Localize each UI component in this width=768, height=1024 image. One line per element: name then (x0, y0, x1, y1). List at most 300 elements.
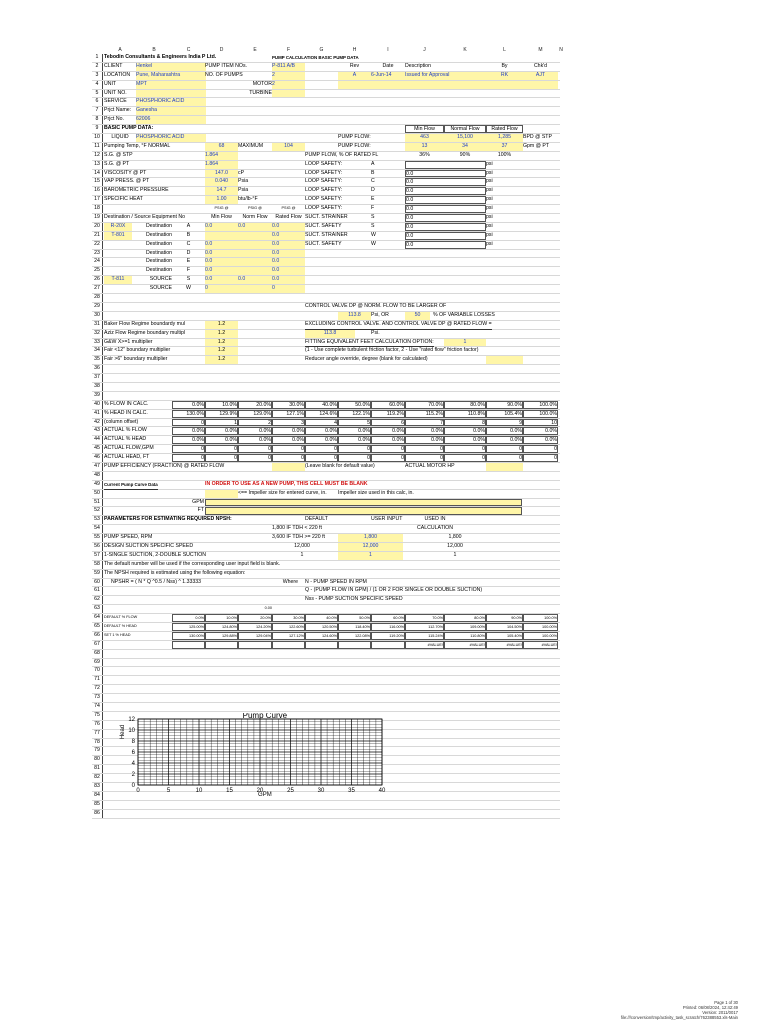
flow-table-cell[interactable]: 0 (272, 445, 305, 453)
default-row-cell[interactable] (205, 641, 238, 649)
default-row-cell[interactable]: 70.0% (405, 614, 444, 622)
flow-table-cell[interactable]: 0 (205, 445, 238, 453)
row-number[interactable]: 29 (92, 303, 103, 311)
loop-safety-value[interactable]: 0.0 (405, 178, 486, 186)
flow-table-cell[interactable]: 60.0% (371, 401, 405, 409)
desc-empty[interactable] (405, 81, 486, 89)
psig-rated-value[interactable]: 0 (272, 285, 305, 293)
multiplier-value[interactable]: 1.2 (205, 347, 238, 355)
default-row-cell[interactable]: 109.00% (444, 623, 486, 631)
pump-item-value[interactable]: P-811 A/B (272, 63, 305, 71)
desc-value[interactable]: Issued for Approval (405, 72, 486, 80)
flow-table-cell[interactable]: 8 (444, 419, 486, 427)
row-number[interactable]: 73 (92, 694, 103, 702)
column-letter[interactable]: K (463, 47, 467, 53)
row-number[interactable]: 43 (92, 427, 103, 435)
row-number[interactable]: 16 (92, 187, 103, 195)
loop-safety-value[interactable]: 0.0 (405, 187, 486, 195)
default-row-cell[interactable]: 10.0% (205, 614, 238, 622)
pt-normal-value[interactable]: 68 (205, 143, 238, 151)
default-row-cell[interactable]: 125.00% (172, 623, 205, 631)
default-row-cell[interactable] (305, 641, 338, 649)
destination-tag[interactable] (104, 285, 132, 293)
chkd-empty[interactable] (523, 81, 558, 89)
row-number[interactable]: 56 (92, 543, 103, 551)
psig-norm-value[interactable] (238, 250, 272, 258)
flow-table-cell[interactable]: 105.4% (486, 410, 523, 418)
default-row-cell[interactable]: 127.12% (272, 632, 305, 640)
flow-table-cell[interactable]: 0 (338, 445, 371, 453)
default-row-cell[interactable]: 115.24% (405, 632, 444, 640)
default-row-cell[interactable]: 119.20% (371, 632, 405, 640)
pt-max-value[interactable]: 104 (272, 143, 305, 151)
flow-table-cell[interactable]: 4 (305, 419, 338, 427)
loop-safety-value[interactable]: 0.0 (405, 170, 486, 178)
default-row-cell[interactable]: 129.04% (238, 632, 272, 640)
flow-table-cell[interactable]: 0.0% (338, 436, 371, 444)
row-number[interactable]: 13 (92, 161, 103, 169)
default-row-cell[interactable]: 50.0% (338, 614, 371, 622)
flow-table-cell[interactable]: 0.0% (172, 401, 205, 409)
destination-tag[interactable]: T-801 (104, 232, 132, 240)
control-psi-value[interactable]: 113.8 (338, 312, 371, 320)
row-number[interactable]: 85 (92, 801, 103, 809)
row-number[interactable]: 79 (92, 747, 103, 755)
service-value[interactable]: PHOSPHORIC ACID (136, 98, 206, 106)
flow-table-cell[interactable]: 6 (371, 419, 405, 427)
psig-rated-value[interactable]: 0.0 (272, 223, 305, 231)
multiplier-value[interactable]: 1.2 (205, 321, 238, 329)
efficiency-value[interactable] (272, 463, 305, 471)
flow-table-cell[interactable]: 0.0% (205, 427, 238, 435)
destination-tag[interactable] (104, 258, 132, 266)
row-number[interactable]: 72 (92, 685, 103, 693)
row-number[interactable]: 23 (92, 250, 103, 258)
row-number[interactable]: 81 (92, 765, 103, 773)
destination-tag[interactable] (104, 250, 132, 258)
row-number[interactable]: 78 (92, 739, 103, 747)
default-row-cell[interactable]: 100.00% (523, 623, 558, 631)
flow-table-cell[interactable]: 0.0% (272, 436, 305, 444)
flow-table-cell[interactable]: 0.0% (371, 427, 405, 435)
curve-ft-inputs[interactable] (205, 507, 522, 515)
flow-table-cell[interactable]: 0 (338, 454, 371, 462)
row-number[interactable]: 9 (92, 125, 103, 133)
row-number[interactable]: 59 (92, 570, 103, 578)
row-number[interactable]: 17 (92, 196, 103, 204)
loop-safety-value[interactable]: 0.0 (405, 223, 486, 231)
column-letter[interactable]: E (253, 47, 257, 53)
unitno-value[interactable] (136, 90, 206, 98)
default-row-cell[interactable]: #VALUE! (486, 641, 523, 649)
flow-table-cell[interactable]: 100.0% (523, 410, 558, 418)
psig-min-value[interactable]: 0.0 (205, 223, 238, 231)
row-number[interactable]: 69 (92, 659, 103, 667)
loop-safety-value[interactable]: 0.0 (405, 196, 486, 204)
flow-table-cell[interactable]: 0 (523, 445, 558, 453)
row-number[interactable]: 20 (92, 223, 103, 231)
row-number[interactable]: 44 (92, 436, 103, 444)
flow-table-cell[interactable]: 0 (486, 445, 523, 453)
column-letter[interactable]: I (387, 47, 389, 53)
dss-default[interactable]: 12,000 (294, 542, 310, 549)
flow-table-cell[interactable]: 0 (172, 454, 205, 462)
property-value[interactable]: 0.040 (205, 178, 238, 186)
flow-table-cell[interactable]: 0.0% (405, 427, 444, 435)
column-letter[interactable]: C (186, 47, 191, 53)
row-number[interactable]: 15 (92, 178, 103, 186)
default-row-cell[interactable] (172, 641, 205, 649)
row-number[interactable]: 80 (92, 756, 103, 764)
row-number[interactable]: 62 (92, 596, 103, 604)
flow-table-cell[interactable]: 0 (172, 445, 205, 453)
flow-table-cell[interactable]: 0.0% (305, 436, 338, 444)
psig-norm-value[interactable] (238, 258, 272, 266)
flow-table-cell[interactable]: 0 (405, 445, 444, 453)
row-number[interactable]: 28 (92, 294, 103, 302)
impeller-size-input[interactable] (205, 490, 238, 498)
psig-rated-value[interactable]: 0.0 (272, 232, 305, 240)
flow-table-cell[interactable]: 0 (405, 454, 444, 462)
default-row-cell[interactable]: 122.08% (338, 632, 371, 640)
row-number[interactable]: 27 (92, 285, 103, 293)
reducer-angle-value[interactable] (486, 356, 523, 364)
default-row-cell[interactable]: #VALUE! (444, 641, 486, 649)
row-number[interactable]: 86 (92, 810, 103, 818)
multiplier-value[interactable]: 1.2 (205, 356, 238, 364)
psig-norm-value[interactable] (238, 232, 272, 240)
flow-table-cell[interactable]: 0 (371, 454, 405, 462)
flow-table-cell[interactable]: 124.6% (305, 410, 338, 418)
row-number[interactable]: 58 (92, 561, 103, 569)
default-row-cell[interactable]: 124.60% (305, 632, 338, 640)
min-pct-rated[interactable]: 36% (419, 151, 430, 158)
flow-table-cell[interactable]: 119.2% (371, 410, 405, 418)
row-number[interactable]: 7 (92, 107, 103, 115)
prjname-value[interactable]: Ganesha (136, 107, 206, 115)
row-number[interactable]: 34 (92, 347, 103, 355)
flow-table-cell[interactable]: 9 (486, 419, 523, 427)
default-row-cell[interactable] (272, 641, 305, 649)
column-letter[interactable]: N (559, 47, 563, 53)
destination-tag[interactable] (104, 267, 132, 275)
psig-rated-value[interactable]: 0.0 (272, 276, 305, 284)
flow-table-cell[interactable]: 0.0% (305, 427, 338, 435)
rated-flow-bpd[interactable]: 1,285 (486, 134, 523, 142)
flow-table-cell[interactable]: 1 (205, 419, 238, 427)
row-number[interactable]: 36 (92, 365, 103, 373)
row-number[interactable]: 31 (92, 321, 103, 329)
row-number[interactable]: 39 (92, 392, 103, 400)
row-number[interactable]: 25 (92, 267, 103, 275)
flow-table-cell[interactable]: 0.0% (486, 427, 523, 435)
default-row-cell[interactable]: 122.60% (272, 623, 305, 631)
row-number[interactable]: 32 (92, 330, 103, 338)
row-number[interactable]: 24 (92, 258, 103, 266)
flow-table-cell[interactable]: 122.1% (338, 410, 371, 418)
flow-table-cell[interactable]: 70.0% (405, 401, 444, 409)
row-number[interactable]: 64 (92, 614, 103, 622)
motor-hp-value[interactable] (486, 463, 523, 471)
default-row-cell[interactable]: 20.0% (238, 614, 272, 622)
row-number[interactable]: 66 (92, 632, 103, 640)
default-row-cell[interactable]: 118.40% (338, 623, 371, 631)
row-number[interactable]: 49 (92, 481, 103, 489)
psig-min-value[interactable]: 0.0 (205, 267, 238, 275)
default-row-cell[interactable]: 105.40% (486, 632, 523, 640)
flow-table-cell[interactable]: 40.0% (305, 401, 338, 409)
column-letter[interactable]: F (286, 47, 291, 53)
normal-pct-rated[interactable]: 90% (459, 151, 471, 158)
min-flow-gpm[interactable]: 13 (405, 143, 444, 151)
row-number[interactable]: 8 (92, 116, 103, 124)
psig-norm-value[interactable]: 0.0 (238, 223, 272, 231)
row-number[interactable]: 84 (92, 792, 103, 800)
rev-empty[interactable] (338, 81, 371, 89)
chkd-value[interactable]: AJT (523, 72, 558, 80)
row-number[interactable]: 46 (92, 454, 103, 462)
rated-pct-rated[interactable]: 100% (497, 151, 512, 158)
flow-table-cell[interactable]: 0.0% (238, 427, 272, 435)
min-flow-bpd[interactable]: 463 (405, 134, 444, 142)
row-number[interactable]: 33 (92, 339, 103, 347)
loop-safety-value[interactable] (405, 161, 486, 169)
suction-used[interactable]: 1 (453, 551, 457, 558)
psig-min-value[interactable] (205, 232, 238, 240)
default-row-cell[interactable]: 120.50% (305, 623, 338, 631)
client-value[interactable]: Henkel (136, 63, 206, 71)
flow-table-cell[interactable]: 0.0% (371, 436, 405, 444)
default-row-cell[interactable]: #VALUE! (523, 641, 558, 649)
default-row-cell[interactable]: 110.80% (444, 632, 486, 640)
row-number[interactable]: 14 (92, 170, 103, 178)
column-letter[interactable]: G (319, 47, 324, 53)
row-number[interactable]: 76 (92, 721, 103, 729)
default-row-cell[interactable]: 60.0% (371, 614, 405, 622)
default-row-cell[interactable]: 130.00% (172, 632, 205, 640)
flow-table-cell[interactable]: 0.0% (444, 436, 486, 444)
psig-min-value[interactable]: 0.0 (205, 250, 238, 258)
psig-rated-value[interactable]: 0.0 (272, 241, 305, 249)
date-empty[interactable] (371, 81, 405, 89)
normal-flow-bpd[interactable]: 15,100 (444, 134, 486, 142)
psig-norm-value[interactable]: 0.0 (238, 276, 272, 284)
row-number[interactable]: 67 (92, 641, 103, 649)
flow-table-cell[interactable]: 0.0% (523, 436, 558, 444)
default-row-cell[interactable] (338, 641, 371, 649)
rev-value[interactable]: A (338, 72, 371, 80)
row-number[interactable]: 3 (92, 72, 103, 80)
turbine-value[interactable] (272, 90, 305, 98)
row-number[interactable]: 70 (92, 667, 103, 675)
column-letter[interactable]: D (219, 47, 224, 53)
flow-table-cell[interactable]: 90.0% (486, 401, 523, 409)
dss-used[interactable]: 12,000 (447, 542, 463, 549)
row-number[interactable]: 38 (92, 383, 103, 391)
flow-table-cell[interactable]: 110.8% (444, 410, 486, 418)
flow-table-cell[interactable]: 0 (238, 454, 272, 462)
liquid-value[interactable]: PHOSPHORIC ACID (136, 134, 206, 142)
default-row-cell[interactable]: 116.00% (371, 623, 405, 631)
flow-table-cell[interactable]: 0 (305, 445, 338, 453)
multiplier-value[interactable]: 1.2 (205, 339, 238, 347)
destination-tag[interactable]: R-20X (104, 223, 132, 231)
flow-table-cell[interactable]: 0 (305, 454, 338, 462)
flow-table-cell[interactable]: 0 (486, 454, 523, 462)
destination-tag[interactable] (104, 241, 132, 249)
flow-table-cell[interactable]: 0 (371, 445, 405, 453)
flow-table-cell[interactable]: 0.0% (272, 427, 305, 435)
flow-table-cell[interactable]: 0 (238, 445, 272, 453)
motor-value[interactable]: 2 (272, 81, 305, 89)
row-number[interactable]: 68 (92, 650, 103, 658)
flow-table-cell[interactable]: 0.0% (205, 436, 238, 444)
destination-tag[interactable]: T-811 (104, 276, 132, 284)
sg-stp-value[interactable]: 1.864 (205, 152, 238, 160)
flow-table-cell[interactable]: 7 (405, 419, 444, 427)
default-row-cell[interactable]: 90.0% (486, 614, 523, 622)
property-value[interactable]: 1.00 (205, 196, 238, 204)
multiplier-value[interactable]: 1.2 (205, 330, 238, 338)
column-letter[interactable]: J (423, 47, 426, 53)
row-number[interactable]: 57 (92, 552, 103, 560)
row-number[interactable]: 51 (92, 499, 103, 507)
flow-table-cell[interactable]: 30.0% (272, 401, 305, 409)
row-number[interactable]: 74 (92, 703, 103, 711)
row-number[interactable]: 41 (92, 410, 103, 418)
row-number[interactable]: 83 (92, 783, 103, 791)
flow-table-cell[interactable]: 0.0% (486, 436, 523, 444)
psig-min-value[interactable]: 0.0 (205, 258, 238, 266)
row-number[interactable]: 37 (92, 374, 103, 382)
row-number[interactable]: 77 (92, 730, 103, 738)
flow-table-cell[interactable]: 0 (172, 419, 205, 427)
flow-table-cell[interactable]: 100.0% (523, 401, 558, 409)
row-number[interactable]: 47 (92, 463, 103, 471)
row-number[interactable]: 40 (92, 401, 103, 409)
by-empty[interactable] (486, 81, 523, 89)
row-number[interactable]: 4 (92, 81, 103, 89)
psig-min-value[interactable]: 0.0 (205, 276, 238, 284)
row-number[interactable]: 48 (92, 472, 103, 480)
loop-safety-value[interactable]: 0.0 (405, 232, 486, 240)
curve-gpm-inputs[interactable] (205, 499, 522, 507)
fitting-option-value[interactable]: 1 (444, 339, 486, 347)
row-number[interactable]: 10 (92, 134, 103, 142)
row-number[interactable]: 2 (92, 63, 103, 71)
column-letter[interactable]: B (152, 47, 156, 53)
row-number[interactable]: 63 (92, 605, 103, 613)
normal-flow-gpm[interactable]: 34 (444, 143, 486, 151)
row-number[interactable]: 6 (92, 98, 103, 106)
flow-table-cell[interactable]: 50.0% (338, 401, 371, 409)
suction-user[interactable]: 1 (338, 552, 403, 560)
dss-user[interactable]: 12,000 (338, 543, 403, 551)
date-value[interactable]: 6-Jun-14 (371, 72, 405, 80)
location-value[interactable]: Pune, Maharashtra (136, 72, 206, 80)
row-number[interactable]: 82 (92, 774, 103, 782)
row-number[interactable]: 60 (92, 579, 103, 587)
default-row-cell[interactable]: 112.70% (405, 623, 444, 631)
column-letter[interactable]: A (118, 47, 122, 53)
row-number[interactable]: 50 (92, 490, 103, 498)
default-row-cell[interactable]: #VALUE! (405, 641, 444, 649)
flow-table-cell[interactable]: 0.0% (172, 427, 205, 435)
flow-table-cell[interactable]: 115.2% (405, 410, 444, 418)
flow-table-cell[interactable]: 0 (205, 454, 238, 462)
property-value[interactable]: 147.0 (205, 170, 238, 178)
flow-table-cell[interactable]: 129.0% (238, 410, 272, 418)
flow-table-cell[interactable]: 127.1% (272, 410, 305, 418)
unit-value[interactable]: MPT (136, 81, 206, 89)
rated-flow-gpm[interactable]: 37 (486, 143, 523, 151)
flow-table-cell[interactable]: 0.0% (444, 427, 486, 435)
default-row-cell[interactable]: 129.88% (205, 632, 238, 640)
flow-table-cell[interactable]: 0.0% (338, 427, 371, 435)
flow-table-cell[interactable]: 20.0% (238, 401, 272, 409)
default-row-cell[interactable]: 100.00% (523, 632, 558, 640)
psig-min-value[interactable]: 0.0 (205, 241, 238, 249)
loop-safety-value[interactable]: 0.0 (405, 214, 486, 222)
flow-table-cell[interactable]: 0 (523, 454, 558, 462)
flow-table-cell[interactable]: 10.0% (205, 401, 238, 409)
default-row-cell[interactable]: 104.50% (486, 623, 523, 631)
by-value[interactable]: RK (486, 72, 523, 80)
default-row-cell[interactable]: 40.0% (305, 614, 338, 622)
pump-speed-user[interactable]: 1,800 (338, 534, 403, 542)
row-number[interactable]: 11 (92, 143, 103, 151)
flow-table-cell[interactable]: 130.0% (172, 410, 205, 418)
flow-table-cell[interactable]: 5 (338, 419, 371, 427)
flow-table-cell[interactable]: 2 (238, 419, 272, 427)
flow-table-cell[interactable]: 0.0% (405, 436, 444, 444)
control-rated-value[interactable]: 113.8 (305, 330, 355, 338)
row-number[interactable]: 18 (92, 205, 103, 213)
row-number[interactable]: 52 (92, 507, 103, 515)
default-row-cell[interactable]: 100.0% (523, 614, 558, 622)
default-row-cell[interactable]: 80.0% (444, 614, 486, 622)
row-number[interactable]: 1 (92, 54, 103, 62)
suction-default[interactable]: 1 (300, 551, 304, 558)
control-pct-value[interactable]: 50 (405, 312, 430, 320)
psig-rated-value[interactable]: 0.0 (272, 250, 305, 258)
psig-norm-value[interactable] (238, 285, 272, 293)
row-number[interactable]: 45 (92, 445, 103, 453)
row-number[interactable]: 26 (92, 276, 103, 284)
column-letter[interactable]: H (352, 47, 357, 53)
row-number[interactable]: 42 (92, 419, 103, 427)
prjno-value[interactable]: 62006 (136, 116, 206, 124)
loop-safety-value[interactable]: 0.0 (405, 205, 486, 213)
psig-norm-value[interactable] (238, 241, 272, 249)
no-pumps-value[interactable]: 2 (272, 72, 305, 80)
psig-norm-value[interactable] (238, 267, 272, 275)
flow-table-cell[interactable]: 0.0% (238, 436, 272, 444)
row-number[interactable]: 35 (92, 356, 103, 364)
flow-table-cell[interactable]: 0 (444, 445, 486, 453)
default-row-cell[interactable]: 124.20% (238, 623, 272, 631)
flow-table-cell[interactable]: 3 (272, 419, 305, 427)
default-row-cell[interactable] (371, 641, 405, 649)
default-row-cell[interactable]: 0.0% (172, 614, 205, 622)
loop-safety-value[interactable]: 0.0 (405, 241, 486, 249)
row-number[interactable]: 12 (92, 152, 103, 160)
row-number[interactable]: 55 (92, 534, 103, 542)
row-number[interactable]: 5 (92, 90, 103, 98)
flow-table-cell[interactable]: 0.0% (523, 427, 558, 435)
row-number[interactable]: 30 (92, 312, 103, 320)
row-number[interactable]: 53 (92, 516, 103, 524)
